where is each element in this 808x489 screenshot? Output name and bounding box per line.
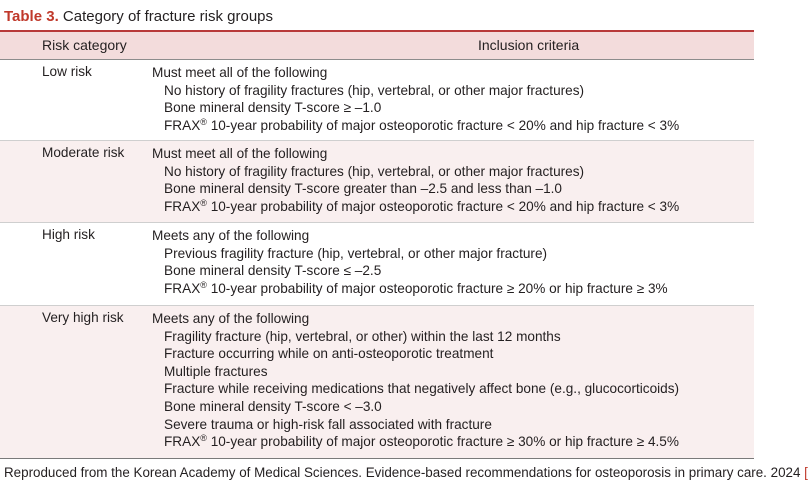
registered-mark: ® <box>200 116 207 127</box>
risk-category-cell: Very high risk <box>42 310 124 325</box>
table-label: Table 3. <box>4 8 59 25</box>
criteria-item: Fracture occurring while on anti-osteoporotic treatment <box>164 346 494 362</box>
table-row-moderate-risk <box>0 141 754 223</box>
footnote-text: Reproduced from the Korean Academy of Medical Sciences. Evidence-based recommendations for osteoporosis in primary care. 2024 <box>4 465 805 480</box>
table-footnote <box>4 465 808 480</box>
inclusion-criteria-cell <box>152 64 679 134</box>
registered-mark: ® <box>200 433 207 444</box>
registered-mark: ® <box>200 279 207 290</box>
criteria-item: Bone mineral density T-score < –3.0 <box>164 398 382 414</box>
criteria-intro: Must meet all of the following <box>152 65 328 80</box>
criteria-item-frax <box>152 198 679 216</box>
table-row-low-risk <box>0 60 754 141</box>
risk-category-cell: Moderate risk <box>42 145 125 160</box>
criteria-item: Fracture while receiving medications that negatively affect bone (e.g., glucocorticoids) <box>164 381 680 397</box>
header-inclusion-criteria: Inclusion criteria <box>478 37 580 53</box>
criteria-item-frax <box>152 280 668 298</box>
criteria-item-frax <box>152 117 679 135</box>
criteria-item: Severe trauma or high-risk fall associated with fracture <box>164 416 492 432</box>
criteria-item: Fragility fracture (hip, vertebral, or other) within the last 12 months <box>164 328 561 344</box>
criteria-item: No history of fragility fractures (hip, vertebral, or other major fractures) <box>164 82 585 98</box>
criteria-item: Multiple fractures <box>164 363 268 379</box>
frax-criterion: 10-year probability of major osteoporotic fracture < 20% and hip fracture < 3% <box>210 117 680 133</box>
criteria-item-frax <box>152 433 679 451</box>
criteria-intro: Meets any of the following <box>152 228 310 243</box>
frax-label: FRAX <box>164 198 201 214</box>
frax-label: FRAX <box>164 117 201 133</box>
criteria-item: Bone mineral density T-score ≤ –2.5 <box>164 263 382 279</box>
criteria-intro: Meets any of the following <box>152 311 310 326</box>
risk-category-cell: Low risk <box>42 64 92 79</box>
inclusion-criteria-cell <box>152 310 679 451</box>
frax-criterion: 10-year probability of major osteoporotic fracture ≥ 30% or hip fracture ≥ 4.5% <box>210 434 679 450</box>
table-header <box>0 32 754 60</box>
table-caption <box>4 8 273 25</box>
criteria-item: Bone mineral density T-score ≥ –1.0 <box>164 100 382 116</box>
criteria-intro: Must meet all of the following <box>152 146 328 161</box>
table-title: Category of fracture risk groups <box>62 8 274 25</box>
frax-criterion: 10-year probability of major osteoporotic fracture ≥ 20% or hip fracture ≥ 3% <box>210 280 668 296</box>
criteria-item: No history of fragility fractures (hip, vertebral, or other major fractures) <box>164 163 585 179</box>
header-risk-category: Risk category <box>42 37 127 53</box>
registered-mark: ® <box>200 197 207 208</box>
inclusion-criteria-cell <box>152 145 679 215</box>
frax-label: FRAX <box>164 280 201 296</box>
table-row-very-high-risk <box>0 306 754 458</box>
risk-category-cell: High risk <box>42 227 95 242</box>
criteria-item: Bone mineral density T-score greater than –2.5 and less than –1.0 <box>164 181 562 197</box>
table-row-high-risk <box>0 223 754 306</box>
criteria-item: Previous fragility fracture (hip, vertebral, or other major fracture) <box>164 245 548 261</box>
frax-label: FRAX <box>164 434 201 450</box>
frax-criterion: 10-year probability of major osteoporotic fracture < 20% and hip fracture < 3% <box>210 198 680 214</box>
inclusion-criteria-cell <box>152 227 668 297</box>
table-bottom-rule <box>0 458 754 459</box>
reference-link[interactable]: [ <box>804 465 808 480</box>
